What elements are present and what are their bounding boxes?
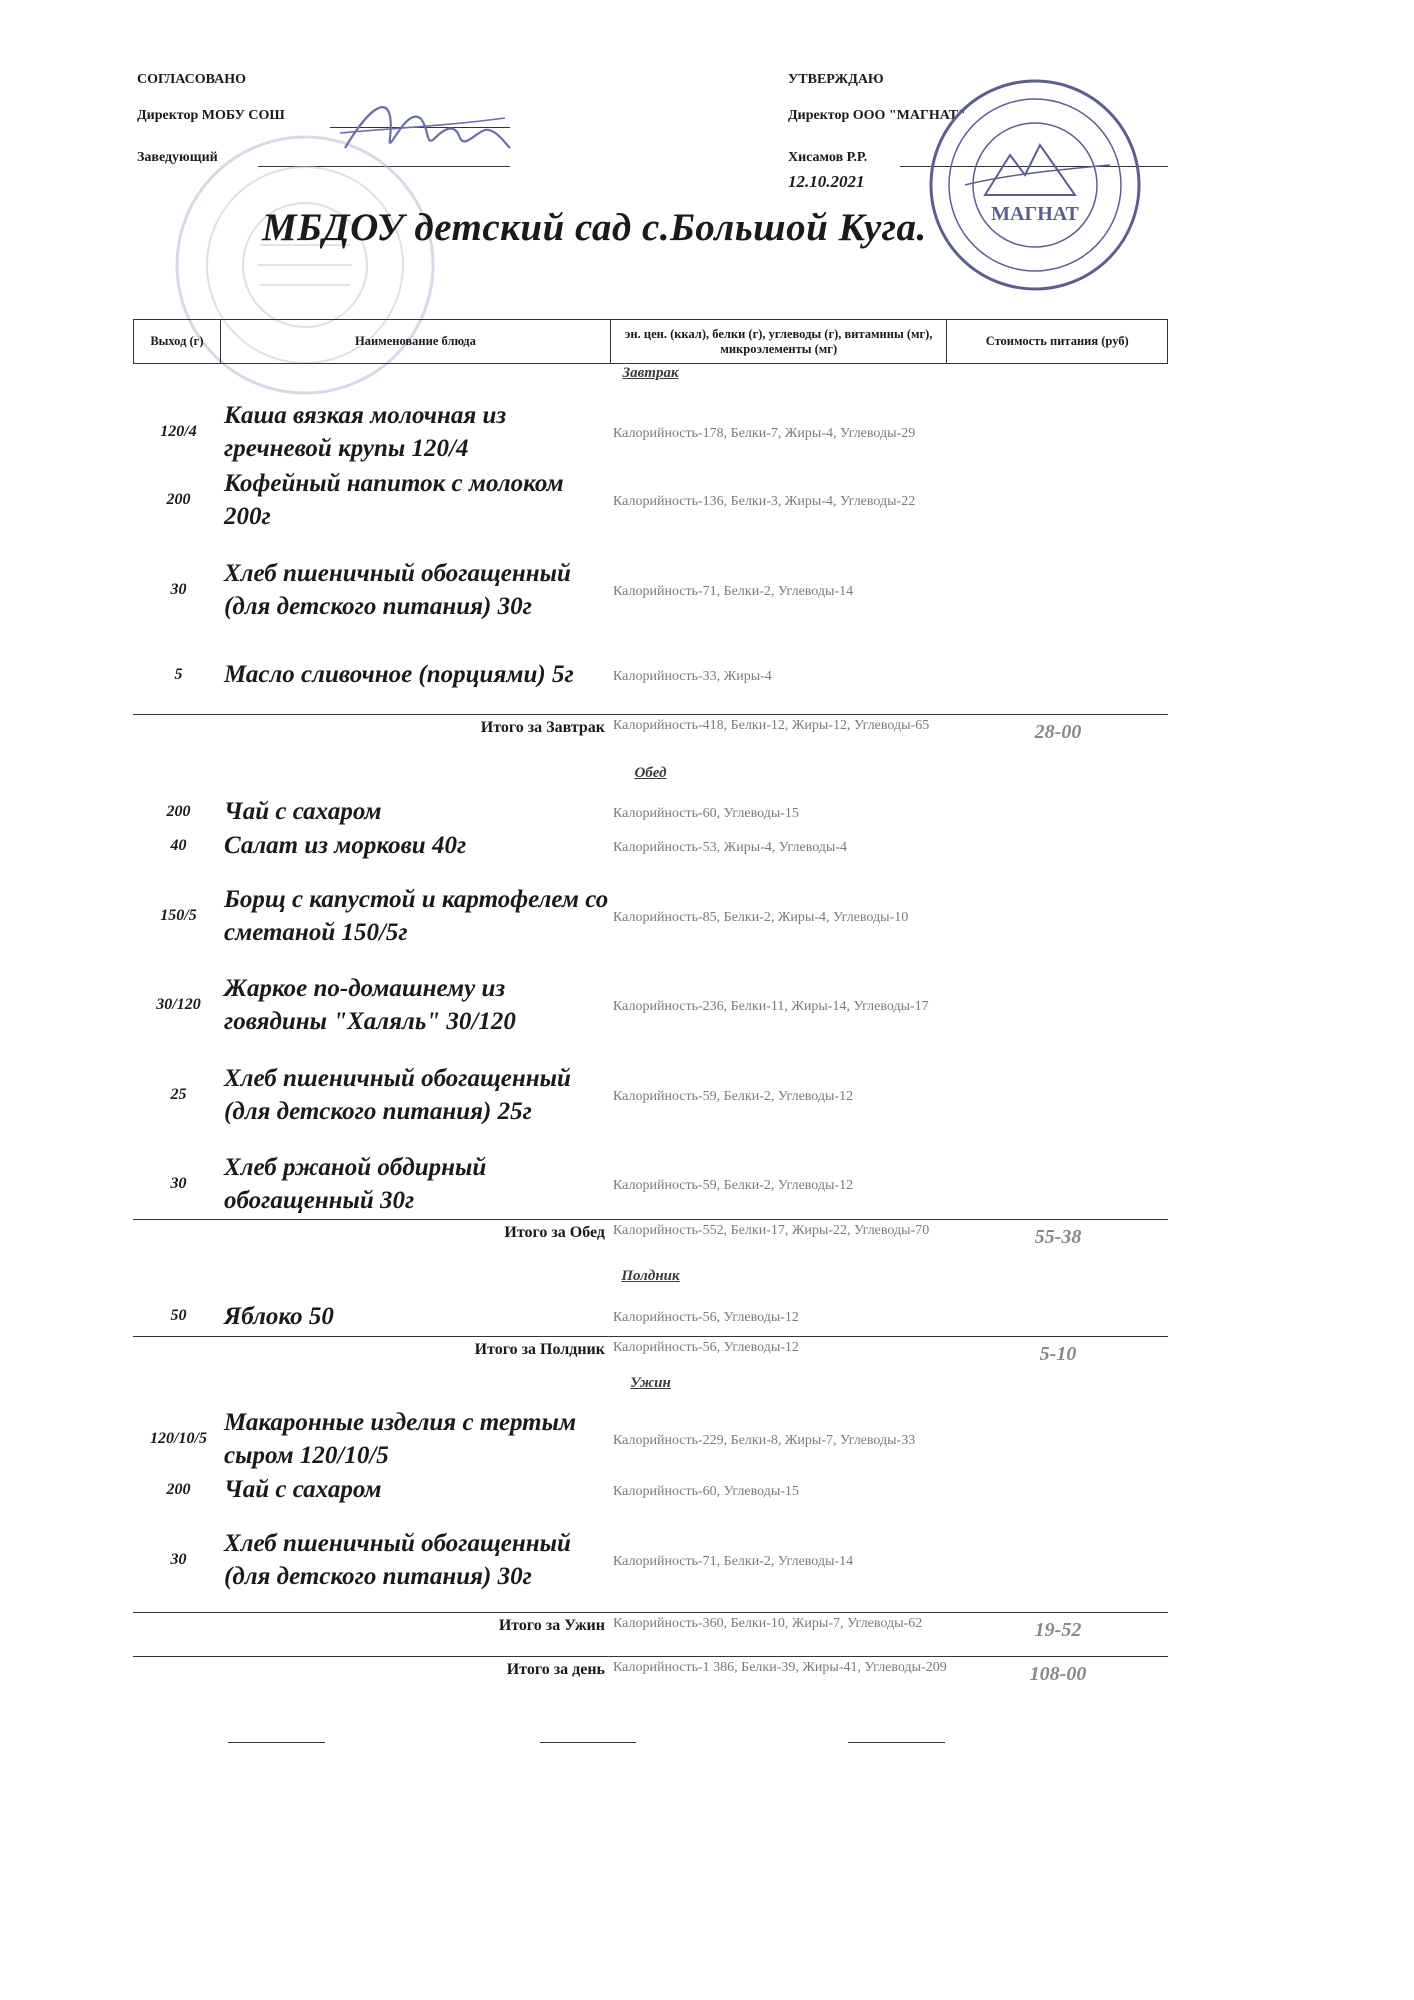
section-total-row xyxy=(133,714,1168,744)
table-row xyxy=(133,829,1168,862)
row-output: 30 xyxy=(170,1551,187,1568)
col-output: Выход (г) xyxy=(134,320,221,363)
bottom-signature-line xyxy=(848,1742,945,1743)
section-total-row xyxy=(133,1612,1168,1642)
row-dish: Хлеб ржаной обдирный обогащенный 30г xyxy=(224,1154,487,1214)
manager-label: Заведующий xyxy=(137,150,218,165)
row-output: 120/4 xyxy=(160,423,197,440)
total-nutrition: Калорийность-418, Белки-12, Жиры-12, Углеводы-65 xyxy=(613,718,930,733)
total-cost: 19-52 xyxy=(1034,1619,1082,1641)
row-nutrition: Калорийность-71, Белки-2, Углеводы-14 xyxy=(613,1554,854,1569)
row-nutrition: Калорийность-71, Белки-2, Углеводы-14 xyxy=(613,584,854,599)
col-cost: Стоимость питания (руб) xyxy=(985,334,1129,348)
row-nutrition: Калорийность-60, Углеводы-15 xyxy=(613,805,799,821)
row-output: 5 xyxy=(174,665,183,683)
row-output: 30 xyxy=(170,581,187,598)
row-nutrition: Калорийность-236, Белки-11, Жиры-14, Углеводы-17 xyxy=(613,999,929,1014)
row-output: 40 xyxy=(170,836,187,854)
company-director-label: Директор ООО "МАГНАТ" xyxy=(788,108,966,123)
total-cost: 5-10 xyxy=(1039,1343,1077,1365)
section-heading: Полдник xyxy=(621,1268,680,1284)
table-row xyxy=(133,642,1168,707)
section-heading: Завтрак xyxy=(622,365,679,381)
day-total-row xyxy=(133,1656,1168,1686)
agreed-heading: СОГЛАСОВАНО xyxy=(137,72,246,87)
table-row xyxy=(133,795,1168,828)
row-dish: Хлеб пшеничный обогащенный (для детского питания) 30г xyxy=(224,560,571,620)
row-dish: Чай с сахаром xyxy=(224,1476,382,1503)
bottom-signature-line xyxy=(540,1742,636,1743)
total-nutrition: Калорийность-552, Белки-17, Жиры-22, Углеводы-70 xyxy=(613,1223,930,1238)
day-total-cost: 108-00 xyxy=(1029,1663,1087,1685)
stamp-text: МАГНАТ xyxy=(991,203,1079,225)
row-output: 150/5 xyxy=(160,907,197,924)
row-output: 200 xyxy=(166,802,191,820)
section-total-row xyxy=(133,1336,1168,1366)
table-row xyxy=(133,1473,1168,1506)
row-output: 120/10/5 xyxy=(150,1429,207,1447)
day-total-label: Итого за день xyxy=(506,1661,605,1678)
row-output: 30 xyxy=(170,1175,187,1192)
row-dish: Макаронные изделия с тертым сыром 120/10/5 xyxy=(224,1408,577,1469)
row-nutrition: Калорийность-60, Углеводы-15 xyxy=(613,1483,799,1499)
total-label: Итого за Завтрак xyxy=(480,719,605,736)
row-nutrition: Калорийность-85, Белки-2, Жиры-4, Углеводы-10 xyxy=(613,910,909,925)
section-total-row xyxy=(133,1219,1168,1249)
row-nutrition: Калорийность-53, Жиры-4, Углеводы-4 xyxy=(613,839,848,855)
row-output: 200 xyxy=(166,491,191,508)
director-name: Хисамов Р.Р. xyxy=(788,150,868,165)
row-nutrition: Калорийность-33, Жиры-4 xyxy=(613,668,772,684)
total-cost: 28-00 xyxy=(1034,721,1082,743)
row-output: 25 xyxy=(170,1086,187,1103)
row-nutrition: Калорийность-229, Белки-8, Жиры-7, Углеводы-33 xyxy=(613,1432,916,1448)
table-row xyxy=(133,865,1168,967)
col-nutrition: эн. цен. (ккал), белки (г), углеводы (г), витамины (мг), микроэлементы (мг) xyxy=(611,320,947,363)
table-row xyxy=(133,1300,1168,1332)
row-dish: Салат из моркови 40г xyxy=(224,832,467,859)
total-label: Итого за Полдник xyxy=(474,1341,605,1358)
row-dish: Хлеб пшеничный обогащенный (для детского питания) 25г xyxy=(224,1065,571,1125)
section-heading: Обед xyxy=(634,765,667,781)
row-dish: Борщ с капустой и картофелем со сметаной 150/5г xyxy=(224,886,609,946)
row-dish: Жаркое по-домашнему из говядины "Халяль" 30/120 xyxy=(224,975,516,1035)
table-row xyxy=(133,972,1168,1038)
col-dish: Наименование блюда xyxy=(221,320,611,363)
row-nutrition: Калорийность-178, Белки-7, Жиры-4, Углеводы-29 xyxy=(613,426,916,441)
row-nutrition: Калорийность-59, Белки-2, Углеводы-12 xyxy=(613,1178,854,1193)
row-dish: Яблоко 50 xyxy=(224,1302,334,1330)
page-title: МБДОУ детский сад с.Большой Куга. xyxy=(262,206,927,249)
row-dish: Чай с сахаром xyxy=(224,798,382,825)
row-output: 200 xyxy=(166,1480,191,1498)
row-nutrition: Калорийность-136, Белки-3, Жиры-4, Углеводы-22 xyxy=(613,494,916,509)
company-stamp xyxy=(925,75,1145,295)
day-total-nutrition: Калорийность-1 386, Белки-39, Жиры-41, Углеводы-209 xyxy=(613,1660,947,1675)
row-nutrition: Калорийность-59, Белки-2, Углеводы-12 xyxy=(613,1089,854,1104)
approve-heading: УТВЕРЖДАЮ xyxy=(788,72,884,87)
table-row xyxy=(133,538,1168,642)
row-nutrition: Калорийность-56, Углеводы-12 xyxy=(613,1310,799,1325)
row-dish: Хлеб пшеничный обогащенный (для детского питания) 30г xyxy=(224,1530,571,1590)
row-dish: Масло сливочное (порциями) 5г xyxy=(224,661,574,688)
table-row xyxy=(133,397,1168,467)
bottom-signature-line xyxy=(228,1742,325,1743)
row-dish: Кофейный напиток с молоком 200г xyxy=(224,470,564,530)
table-header xyxy=(133,319,1168,364)
row-dish: Каша вязкая молочная из гречневой крупы 120/4 xyxy=(224,402,507,462)
total-cost: 55-38 xyxy=(1034,1226,1082,1248)
signature xyxy=(335,88,515,168)
section-heading: Ужин xyxy=(630,1375,671,1391)
table-row xyxy=(133,1152,1168,1216)
table-row xyxy=(133,1044,1168,1146)
school-director-label: Директор МОБУ СОШ xyxy=(137,108,285,123)
total-label: Итого за Обед xyxy=(504,1224,605,1241)
row-output: 30/120 xyxy=(156,996,201,1013)
table-row xyxy=(133,1405,1168,1472)
total-nutrition: Калорийность-56, Углеводы-12 xyxy=(613,1340,799,1355)
row-output: 50 xyxy=(170,1307,187,1324)
total-nutrition: Калорийность-360, Белки-10, Жиры-7, Углеводы-62 xyxy=(613,1616,923,1631)
table-row xyxy=(133,466,1168,534)
total-label: Итого за Ужин xyxy=(498,1617,605,1634)
table-row xyxy=(133,1509,1168,1611)
approval-date: 12.10.2021 xyxy=(788,172,865,191)
